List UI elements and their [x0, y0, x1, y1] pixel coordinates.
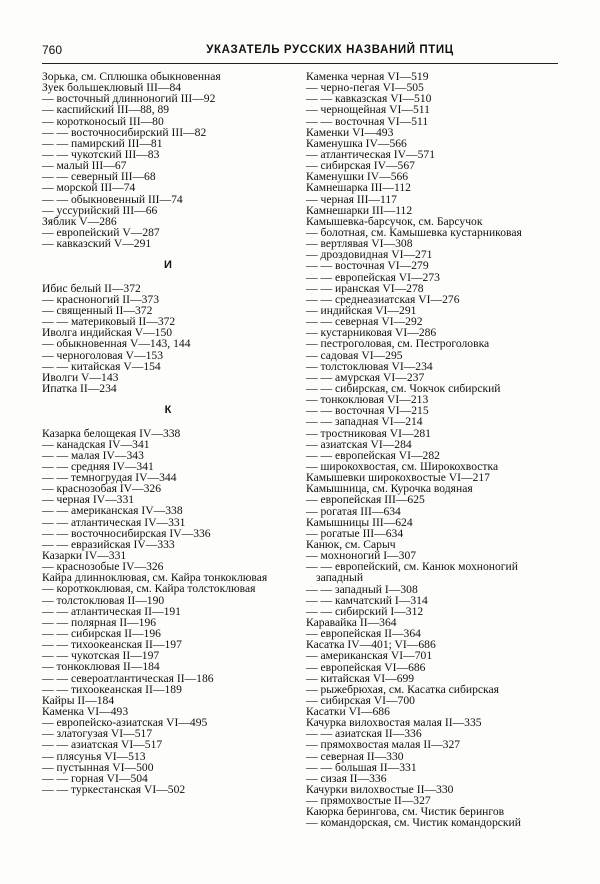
- index-entry: — — западный I—308: [306, 582, 418, 596]
- index-entry: — — сибирский I—312: [306, 604, 424, 618]
- index-entry: — черноголовая V—153: [42, 348, 164, 362]
- index-entry: — — европейская VI—273: [306, 270, 440, 284]
- index-entry: — — средняя IV—341: [42, 459, 154, 473]
- index-entry: — — тихоокеанская II—197: [42, 638, 182, 652]
- page-header: [42, 43, 558, 64]
- index-entry: — северная II—330: [306, 749, 404, 763]
- index-entry: Каменушки IV—566: [306, 170, 409, 184]
- index-entry: — индийская VI—291: [306, 303, 417, 317]
- index-entry: — — европейская VI—282: [306, 448, 440, 462]
- index-entry: — мохноногий I—307: [306, 549, 417, 563]
- index-entry: — широкохвостая, см. Широкохвостка: [306, 459, 499, 473]
- index-entry: — тонкоклювая II—184: [42, 660, 160, 674]
- index-entry: — — амурская VI—237: [306, 370, 425, 384]
- index-entry: — — темногрудая IV—344: [42, 471, 177, 485]
- index-entry: — — среднеазиатская VI—276: [306, 292, 460, 306]
- index-entry: — — восточносибирский III—82: [42, 125, 207, 139]
- index-entry: Ипатка II—234: [42, 381, 117, 395]
- index-entry: — рыжебрюхая, см. Касатка сибирская: [306, 682, 499, 696]
- index-entry: Камышницы III—624: [306, 515, 413, 529]
- index-entry: — — азиатская VI—517: [42, 738, 163, 752]
- index-entry: — — чукотская II—197: [42, 649, 160, 663]
- index-entry: Казарки IV—331: [42, 549, 127, 563]
- index-entry: Качурка вилохвостая малая II—335: [306, 716, 482, 730]
- index-entry: — — восточносибирская IV—336: [42, 526, 211, 540]
- spacer: [42, 416, 294, 427]
- left-column: [42, 71, 294, 795]
- index-entry: — — восточная VI—279: [306, 259, 429, 273]
- index-entry: — — евразийская IV—333: [42, 537, 175, 551]
- index-entry: — — полярная II—196: [42, 615, 157, 629]
- index-entry: — каспийский III—88, 89: [42, 103, 170, 117]
- index-entry: — — европейский, см. Канюк мохноногий западный: [306, 560, 518, 585]
- index-entry: — — кавказская VI—510: [306, 92, 432, 106]
- page-number: 760: [42, 43, 63, 57]
- index-entry: Камнешарка III—112: [306, 181, 411, 195]
- index-entry: — — атлантическая II—191: [42, 604, 181, 618]
- index-entry: — — атлантическая IV—331: [42, 515, 186, 529]
- index-entry: — тростниковая VI—281: [306, 426, 431, 440]
- index-entry: — американская VI—701: [306, 649, 433, 663]
- index-entry: — уссурийский III—66: [42, 203, 158, 217]
- index-entry: — короткоклювая, см. Кайра толстоклювая: [42, 582, 256, 596]
- index-entry: — чернощейная VI—511: [306, 103, 430, 117]
- index-entry: Каменушка IV—566: [306, 136, 407, 150]
- index-entry: — коротконосый III—80: [42, 114, 164, 128]
- index-entry: — садовая VI—295: [306, 348, 403, 362]
- index-entry: — сибирская VI—700: [306, 693, 415, 707]
- index-entry: — сибирская IV—567: [306, 159, 415, 173]
- index-entry: — восточный длинноногий III—92: [42, 92, 216, 106]
- index-entry: Каменка черная VI—519: [306, 70, 429, 83]
- index-entry: Камышевки широкохвостые VI—217: [306, 471, 490, 485]
- section-letter-heading: К: [164, 404, 172, 417]
- index-entry: — — восточная VI—511: [306, 114, 429, 128]
- index-entry: — — обыкновенный III—74: [42, 192, 183, 206]
- index-entry: — морской III—74: [42, 181, 136, 195]
- index-entry: — рогатая III—634: [306, 504, 401, 518]
- index-entry: — — северная VI—292: [306, 315, 423, 329]
- index-entry: — — североатлантическая II—186: [42, 671, 214, 685]
- index-entry: — малый III—67: [42, 159, 127, 173]
- index-entry: — краснозобая IV—326: [42, 482, 162, 496]
- index-entry: — европейская II—364: [306, 627, 421, 641]
- index-entry: — кустарниковая VI—286: [306, 326, 437, 340]
- index-entry: Зорька, см. Сплюшка обыкновенная: [42, 70, 221, 83]
- index-entry: — болотная, см. Камышевка кустарниковая: [306, 225, 522, 239]
- index-entry: — пестроголовая, см. Пестроголовка: [306, 337, 490, 351]
- index-entry: — — северный III—68: [42, 170, 156, 184]
- index-entry: — атлантическая IV—571: [306, 147, 435, 161]
- index-entry: — европейский V—287: [42, 225, 160, 239]
- index-entry: — прямохвостые II—327: [306, 794, 431, 808]
- index-entry: — — тихоокеанская II—189: [42, 682, 182, 696]
- index-entry: — — иранская VI—278: [306, 281, 424, 295]
- index-entry: — тонкоклювая VI—213: [306, 393, 429, 407]
- index-entry: — — сибирская II—196: [42, 627, 161, 641]
- index-entry: Зяблик V—286: [42, 214, 117, 228]
- index-entry: — — чукотский III—83: [42, 147, 160, 161]
- index-entry: — европейская III—625: [306, 493, 425, 507]
- index-entry: — азиатская VI—284: [306, 437, 412, 451]
- index-entry: Качурки вилохвостые II—330: [306, 783, 454, 797]
- index-entry: — — малая IV—343: [42, 448, 144, 462]
- index-entry: Камышевка-барсучок, см. Барсучок: [306, 214, 483, 228]
- index-entry: — красноногий II—373: [42, 292, 159, 306]
- index-entry: Каюрка берингова, см. Чистик берингов: [306, 805, 505, 819]
- index-entry: — — памирский III—81: [42, 136, 163, 150]
- index-entry: — дроздовидная VI—271: [306, 248, 433, 262]
- index-entry: — — камчатский I—314: [306, 593, 428, 607]
- index-entry: — златогузая VI—517: [42, 727, 153, 741]
- index-entry: Казарка белощекая IV—338: [42, 426, 181, 440]
- index-entry: Каменка VI—493: [42, 705, 129, 719]
- index-entry: — черная IV—331: [42, 493, 135, 507]
- index-entry: — плясунья VI—513: [42, 749, 146, 763]
- index-entry: — черная III—117: [306, 192, 397, 206]
- index-entry: — китайская VI—699: [306, 671, 415, 685]
- index-entry: — — китайская V—154: [42, 359, 161, 373]
- index-entry: — — большая II—331: [306, 760, 417, 774]
- index-entry: Иволга индийская V—150: [42, 326, 173, 340]
- index-entry: — пустынная VI—500: [42, 760, 154, 774]
- index-entry: — толстоклювая II—190: [42, 593, 165, 607]
- index-entry: — толстоклювая VI—234: [306, 359, 433, 373]
- index-entry: — прямохвостая малая II—327: [306, 738, 461, 752]
- index-entry: Касатка IV—401; VI—686: [306, 638, 436, 652]
- running-title: УКАЗАТЕЛЬ РУССКИХ НАЗВАНИЙ ПТИЦ: [206, 44, 454, 56]
- index-entry: — — туркестанская VI—502: [42, 783, 186, 797]
- index-entry: — канадская IV—341: [42, 437, 150, 451]
- index-entry: Каменки VI—493: [306, 125, 394, 139]
- spacer: [42, 272, 294, 283]
- index-entry: — — материковый II—372: [42, 315, 176, 329]
- section-letter-heading: И: [164, 259, 172, 272]
- index-entry: Ибис белый II—372: [42, 281, 141, 295]
- index-entry: Кайра длинноклювая, см. Кайра тонкоклювая: [42, 571, 268, 585]
- index-entry: — священный II—372: [42, 303, 153, 317]
- index-entry: — кавказский V—291: [42, 237, 152, 251]
- index-entry: — — азиатская II—336: [306, 727, 422, 741]
- index-entry: — — восточная VI—215: [306, 404, 429, 418]
- index-entry: — — горная VI—504: [42, 771, 148, 785]
- index-entry: Касатки VI—686: [306, 705, 390, 719]
- index-entry: — — американская IV—338: [42, 504, 183, 518]
- right-column: [306, 71, 562, 829]
- index-entry: Кайры II—184: [42, 693, 115, 707]
- index-entry: — командорская, см. Чистик командорский: [306, 816, 521, 830]
- index-entry: — сизая II—336: [306, 771, 387, 785]
- index-entry: Зуек большеклювый III—84: [42, 81, 182, 95]
- index-entry: — европейская VI—686: [306, 660, 426, 674]
- index-entry: — обыкновенная V—143, 144: [42, 337, 191, 351]
- index-entry: — рогатые III—634: [306, 526, 404, 540]
- index-entry: Каравайка II—364: [306, 615, 397, 629]
- index-entry: Камышница, см. Курочка водяная: [306, 482, 473, 496]
- index-entry: Иволги V—143: [42, 370, 119, 384]
- index-entry: — — западная VI—214: [306, 415, 423, 429]
- index-entry: — — сибирская, см. Чокчок сибирский: [306, 381, 501, 395]
- index-entry: Камнешарки III—112: [306, 203, 413, 217]
- index-entry: — черно-пегая VI—505: [306, 81, 424, 95]
- index-entry: — краснозобые IV—326: [42, 560, 164, 574]
- index-entry: Канюк, см. Сарыч: [306, 537, 396, 551]
- index-entry: — европейско-азиатская VI—495: [42, 716, 208, 730]
- index-entry: — вертлявая VI—308: [306, 237, 413, 251]
